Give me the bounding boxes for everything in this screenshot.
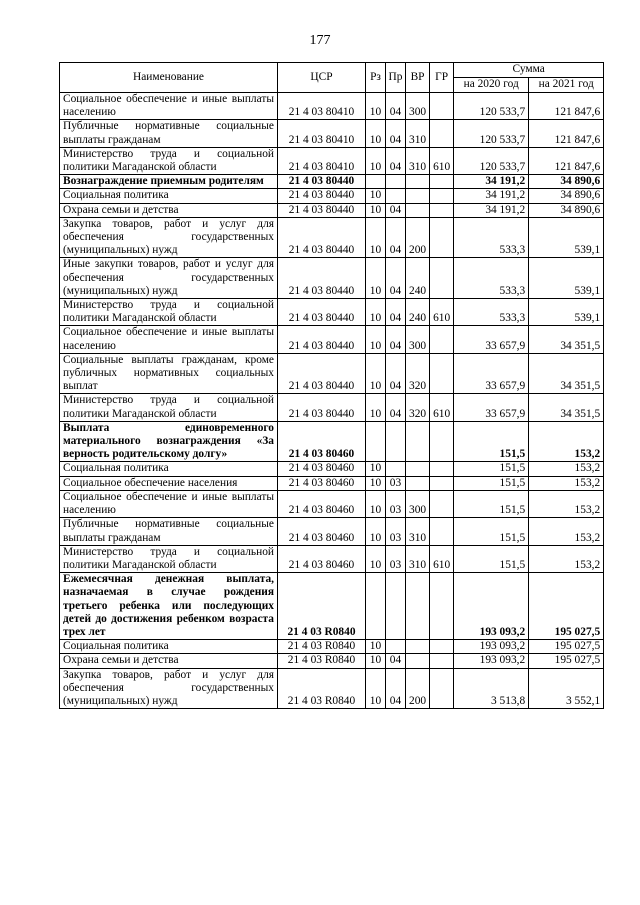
row-sum-2020: 193 093,2 [454, 640, 529, 654]
row-gr [430, 93, 454, 120]
row-sum-2021: 153,2 [529, 490, 604, 517]
row-sum-2020: 34 191,2 [454, 203, 529, 217]
row-csr: 21 4 03 80440 [278, 189, 366, 203]
row-sum-2020: 33 657,9 [454, 353, 529, 394]
row-vr: 320 [406, 394, 430, 421]
row-sum-2021: 153,2 [529, 421, 604, 462]
row-sum-2020: 120 533,7 [454, 93, 529, 120]
row-rz: 10 [366, 394, 386, 421]
row-name: Охрана семьи и детства [60, 654, 278, 668]
table-row [60, 640, 604, 654]
row-name: Министерство труда и социальной политики Магаданской области [60, 147, 278, 174]
table-row [60, 545, 604, 572]
table-row [60, 462, 604, 476]
row-name: Публичные нормативные социальные выплаты гражданам [60, 518, 278, 545]
row-vr: 310 [406, 120, 430, 147]
page-number: 177 [309, 33, 331, 48]
row-vr: 310 [406, 518, 430, 545]
row-rz: 10 [366, 476, 386, 490]
row-name: Социальная политика [60, 189, 278, 203]
row-sum-2021: 195 027,5 [529, 654, 604, 668]
row-sum-2021: 539,1 [529, 258, 604, 299]
row-gr [430, 668, 454, 709]
row-pr: 03 [386, 545, 406, 572]
row-csr: 21 4 03 80440 [278, 175, 366, 189]
row-csr: 21 4 03 80460 [278, 421, 366, 462]
row-csr: 21 4 03 80440 [278, 203, 366, 217]
row-rz [366, 421, 386, 462]
row-sum-2021: 34 351,5 [529, 394, 604, 421]
header-rz: Рз [366, 63, 386, 93]
row-sum-2020: 3 513,8 [454, 668, 529, 709]
row-gr [430, 203, 454, 217]
row-csr: 21 4 03 80440 [278, 326, 366, 353]
row-vr: 240 [406, 299, 430, 326]
row-csr: 21 4 03 80460 [278, 462, 366, 476]
row-rz: 10 [366, 258, 386, 299]
table-row [60, 147, 604, 174]
row-sum-2020: 533,3 [454, 258, 529, 299]
row-pr: 04 [386, 120, 406, 147]
row-vr [406, 476, 430, 490]
row-csr: 21 4 03 80410 [278, 93, 366, 120]
row-sum-2021: 34 351,5 [529, 326, 604, 353]
row-sum-2021: 195 027,5 [529, 573, 604, 640]
row-gr [430, 189, 454, 203]
row-csr: 21 4 03 80440 [278, 258, 366, 299]
row-pr: 04 [386, 654, 406, 668]
row-gr [430, 476, 454, 490]
row-pr: 04 [386, 394, 406, 421]
row-vr: 320 [406, 353, 430, 394]
row-gr: 610 [430, 394, 454, 421]
row-csr: 21 4 03 80460 [278, 545, 366, 572]
table-row [60, 326, 604, 353]
row-sum-2020: 193 093,2 [454, 573, 529, 640]
row-sum-2021: 153,2 [529, 462, 604, 476]
row-rz [366, 573, 386, 640]
row-vr: 310 [406, 545, 430, 572]
table-row [60, 258, 604, 299]
row-name: Министерство труда и социальной политики Магаданской области [60, 394, 278, 421]
table-row [60, 490, 604, 517]
row-name: Закупка товаров, работ и услуг для обеспечения государственных (муниципальных) нужд [60, 217, 278, 258]
row-gr [430, 573, 454, 640]
header-name: Наименование [60, 63, 278, 93]
row-vr [406, 640, 430, 654]
budget-table [59, 62, 604, 709]
row-vr [406, 421, 430, 462]
row-sum-2020: 151,5 [454, 545, 529, 572]
row-csr: 21 4 03 R0840 [278, 668, 366, 709]
row-sum-2020: 151,5 [454, 476, 529, 490]
row-gr [430, 258, 454, 299]
row-rz: 10 [366, 545, 386, 572]
row-name: Социальная политика [60, 640, 278, 654]
row-rz: 10 [366, 93, 386, 120]
row-name: Охрана семьи и детства [60, 203, 278, 217]
row-sum-2021: 34 351,5 [529, 353, 604, 394]
row-vr [406, 573, 430, 640]
row-name: Закупка товаров, работ и услуг для обеспечения государственных (муниципальных) нужд [60, 668, 278, 709]
table-body [60, 93, 604, 709]
row-pr [386, 573, 406, 640]
row-pr: 04 [386, 217, 406, 258]
row-gr [430, 175, 454, 189]
row-sum-2021: 153,2 [529, 545, 604, 572]
row-gr [430, 462, 454, 476]
row-pr: 03 [386, 490, 406, 517]
row-pr: 04 [386, 326, 406, 353]
row-name: Министерство труда и социальной политики Магаданской области [60, 545, 278, 572]
row-csr: 21 4 03 R0840 [278, 654, 366, 668]
row-name: Выплата единовременного материального вознаграждения «За верность родительскому долгу» [60, 421, 278, 462]
row-sum-2020: 34 191,2 [454, 189, 529, 203]
row-sum-2020: 34 191,2 [454, 175, 529, 189]
row-sum-2021: 539,1 [529, 217, 604, 258]
row-csr: 21 4 03 80460 [278, 476, 366, 490]
table-row [60, 394, 604, 421]
header-year-2021: на 2021 год [529, 78, 604, 93]
row-sum-2020: 120 533,7 [454, 147, 529, 174]
row-sum-2020: 151,5 [454, 421, 529, 462]
row-pr [386, 462, 406, 476]
row-pr: 04 [386, 668, 406, 709]
row-vr: 310 [406, 147, 430, 174]
table-row [60, 518, 604, 545]
row-name: Социальные выплаты гражданам, кроме публичных нормативных социальных выплат [60, 353, 278, 394]
row-sum-2021: 34 890,6 [529, 189, 604, 203]
row-sum-2021: 121 847,6 [529, 93, 604, 120]
row-csr: 21 4 03 R0840 [278, 640, 366, 654]
row-vr [406, 203, 430, 217]
row-vr [406, 189, 430, 203]
row-vr: 300 [406, 326, 430, 353]
row-pr [386, 421, 406, 462]
row-sum-2020: 193 093,2 [454, 654, 529, 668]
row-sum-2021: 34 890,6 [529, 175, 604, 189]
row-csr: 21 4 03 80410 [278, 147, 366, 174]
table-row [60, 476, 604, 490]
table-row [60, 668, 604, 709]
row-vr [406, 462, 430, 476]
row-pr: 04 [386, 299, 406, 326]
row-pr: 04 [386, 258, 406, 299]
row-vr: 200 [406, 217, 430, 258]
row-csr: 21 4 03 80440 [278, 299, 366, 326]
row-rz: 10 [366, 120, 386, 147]
row-rz: 10 [366, 299, 386, 326]
row-sum-2021: 153,2 [529, 476, 604, 490]
row-pr [386, 175, 406, 189]
row-sum-2021: 34 890,6 [529, 203, 604, 217]
table-row [60, 189, 604, 203]
header-pr: Пр [386, 63, 406, 93]
row-pr [386, 189, 406, 203]
header-year-2020: на 2020 год [454, 78, 529, 93]
row-csr: 21 4 03 80440 [278, 217, 366, 258]
row-name: Ежемесячная денежная выплата, назначаемая в случае рождения третьего ребенка или последующих детей до достижения ребенком возраста трех лет [60, 573, 278, 640]
row-gr [430, 490, 454, 517]
row-rz: 10 [366, 353, 386, 394]
row-sum-2021: 3 552,1 [529, 668, 604, 709]
row-pr: 03 [386, 476, 406, 490]
row-gr: 610 [430, 147, 454, 174]
row-sum-2020: 151,5 [454, 518, 529, 545]
row-name: Социальное обеспечение и иные выплаты населению [60, 490, 278, 517]
row-csr: 21 4 03 80410 [278, 120, 366, 147]
row-sum-2021: 121 847,6 [529, 147, 604, 174]
row-gr [430, 120, 454, 147]
table-header [60, 63, 604, 93]
table-row [60, 654, 604, 668]
row-sum-2020: 151,5 [454, 490, 529, 517]
row-pr: 04 [386, 353, 406, 394]
row-csr: 21 4 03 R0840 [278, 573, 366, 640]
row-vr: 200 [406, 668, 430, 709]
row-gr: 610 [430, 545, 454, 572]
row-rz: 10 [366, 326, 386, 353]
row-rz: 10 [366, 668, 386, 709]
table-row [60, 573, 604, 640]
row-name: Министерство труда и социальной политики Магаданской области [60, 299, 278, 326]
table-row [60, 175, 604, 189]
row-rz: 10 [366, 654, 386, 668]
row-pr: 04 [386, 147, 406, 174]
row-name: Социальное обеспечение населения [60, 476, 278, 490]
row-rz [366, 175, 386, 189]
row-gr [430, 353, 454, 394]
row-rz: 10 [366, 640, 386, 654]
row-sum-2021: 539,1 [529, 299, 604, 326]
row-vr: 300 [406, 490, 430, 517]
row-rz: 10 [366, 217, 386, 258]
row-gr [430, 518, 454, 545]
row-name: Публичные нормативные социальные выплаты гражданам [60, 120, 278, 147]
row-csr: 21 4 03 80440 [278, 353, 366, 394]
row-csr: 21 4 03 80460 [278, 490, 366, 517]
row-sum-2021: 195 027,5 [529, 640, 604, 654]
row-vr: 240 [406, 258, 430, 299]
row-sum-2020: 120 533,7 [454, 120, 529, 147]
header-sum: Сумма [454, 63, 604, 78]
row-rz: 10 [366, 462, 386, 476]
header-csr: ЦСР [278, 63, 366, 93]
table-row [60, 120, 604, 147]
row-sum-2020: 33 657,9 [454, 394, 529, 421]
row-pr: 04 [386, 93, 406, 120]
row-name: Социальное обеспечение и иные выплаты населению [60, 326, 278, 353]
row-sum-2020: 33 657,9 [454, 326, 529, 353]
table-row [60, 299, 604, 326]
row-sum-2020: 151,5 [454, 462, 529, 476]
row-sum-2021: 121 847,6 [529, 120, 604, 147]
row-vr [406, 654, 430, 668]
row-rz: 10 [366, 518, 386, 545]
row-gr [430, 640, 454, 654]
row-name: Социальное обеспечение и иные выплаты населению [60, 93, 278, 120]
row-sum-2020: 533,3 [454, 217, 529, 258]
row-vr [406, 175, 430, 189]
row-pr: 04 [386, 203, 406, 217]
row-rz: 10 [366, 189, 386, 203]
row-rz: 10 [366, 490, 386, 517]
row-name: Социальная политика [60, 462, 278, 476]
header-gr: ГР [430, 63, 454, 93]
table-row [60, 421, 604, 462]
row-pr: 03 [386, 518, 406, 545]
row-gr [430, 217, 454, 258]
row-csr: 21 4 03 80460 [278, 518, 366, 545]
table-row [60, 93, 604, 120]
table-row [60, 203, 604, 217]
row-name: Вознаграждение приемным родителям [60, 175, 278, 189]
row-gr: 610 [430, 299, 454, 326]
table-row [60, 353, 604, 394]
row-csr: 21 4 03 80440 [278, 394, 366, 421]
row-gr [430, 654, 454, 668]
row-rz: 10 [366, 147, 386, 174]
row-gr [430, 326, 454, 353]
row-sum-2020: 533,3 [454, 299, 529, 326]
row-name: Иные закупки товаров, работ и услуг для обеспечения государственных (муниципальных) нужд [60, 258, 278, 299]
row-gr [430, 421, 454, 462]
row-rz: 10 [366, 203, 386, 217]
row-vr: 300 [406, 93, 430, 120]
header-vr: ВР [406, 63, 430, 93]
row-sum-2021: 153,2 [529, 518, 604, 545]
row-pr [386, 640, 406, 654]
table-row [60, 217, 604, 258]
